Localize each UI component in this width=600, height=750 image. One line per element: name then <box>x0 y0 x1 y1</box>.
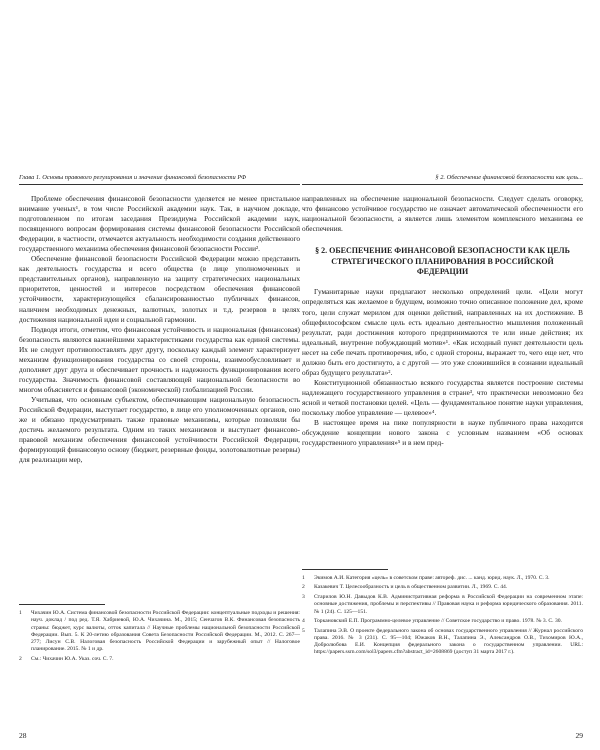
right-footnote-2 <box>302 584 583 591</box>
section-title: § 2. ОБЕСПЕЧЕНИЕ ФИНАНСОВОЙ БЕЗОПАСНОСТИ КАК ЦЕЛЬ СТРАТЕГИЧЕСКОГО ПЛАНИРОВАНИЯ В РОССИЙСКОЙ ФЕДЕРАЦИИ <box>315 246 570 276</box>
left-footnote-2 <box>19 656 300 663</box>
footnote-text: Торкановский Е.П. Программно-целевое управление // Советское государство и право. 1978. № 3. С. 30. <box>314 618 562 625</box>
footnote-text: Старилов Ю.Н. Давыдов К.В. Административная реформа в Российской Федерации на современном этапе: основные достижения, проблемы и перспективы // Правовая наука и реформа юридического образования. 2011. № 1 (24). С. 125—151. <box>314 593 583 615</box>
right-footnote-5 <box>302 628 583 657</box>
footnote-number: 1 <box>19 610 22 616</box>
left-paragraph-2: Обеспечение финансовой безопасности Российской Федерации можно представить как деятельность государства и всего общества (в лице уполномоченных и представительных органов), направленную на защиту стратегических национальных приоритетов, ценностей и интересов посредством обеспечения финансовой устойчивости, характеризующейся сбалансированностью публичных финансов, наличием необходимых денежных, валютных, золотых и т.д. резервов в целях достижения национальной идеи и социальной гармонии. <box>19 254 300 324</box>
right-footnote-rule <box>302 569 388 570</box>
right-paragraph-continued: направленных на обеспечение национальной безопасности. Следует сделать оговорку, что финансово устойчивое государство не означает автоматической обеспеченности его национальной безопасности, а является лишь элементом комплексного механизма ее обеспечения. <box>302 194 583 234</box>
footnote-number: 4 <box>302 618 305 625</box>
footnote-text: Чихачин Ю.А. Система финансовой безопасности Российской Федерации: концептуальные подходы и решения: науч. доклад / под ред. Т.Я. Хабриевой, Ю.А. Чихачина. М., 2015; Сенчагов В.К. Финансовая безопасность страны: бюджет, курс валюты, отток капитала // Научные проблемы национальной безопасности Российской Федерации. Вып. 5. К 20-летию образования Совета Безопасности Российской Федерации. М., 2012. С. 267—277; Лисун С.В. Налоговая безопасность Российской Федерации и зарубежный опыт // Налоговое планирование. 2015. № 1 и др. <box>31 610 300 653</box>
left-paragraph-3: Подводя итоги, отметим, что финансовая устойчивость и национальная (финансовая) безопасность являются важнейшими характеристиками государства как единой системы. Их не следует противопоставлять друг другу, поскольку каждый элемент характеризует механизм функционирования государства со своей стороны, взаимообусловливает и дополняет друг друга и обеспечивает прочность и надежность функционирования всего государства. Значимость финансовой составляющей национальной безопасности во многом объясняется и финансовой (экономической) глобализацией России. <box>19 324 300 394</box>
footnote-text: Экимов А.И. Категория «цель» в советском праве: автореф. дис. ... канд. юрид. наук. Л., 1970. С. 3. <box>314 575 550 581</box>
right-body-text <box>302 194 583 448</box>
right-paragraph-3: В настоящее время на пике популярности в науке публичного права находится обсуждение концепции нового закона с условным названием «Об основах государственного управления»⁵ и в нем пред- <box>302 418 583 448</box>
left-footnote-rule <box>19 604 105 605</box>
left-page-number: 28 <box>19 731 27 740</box>
left-body-text <box>19 194 300 465</box>
footnote-number: 2 <box>302 584 305 591</box>
right-footnote-1 <box>302 575 583 582</box>
right-paragraph-1: Гуманитарные науки предлагают несколько определений цели. «Цели могут определяться как желаемое в будущем, возможно точно описанное положение дел, кроме того, цели служат мерилом для оценки действий, направленных на их достижение. В общефилософском смысле цель есть идеально деятельностно мышления положенный результат, ради достижения которого предпринимаются те или иные действия; их идеальный, внутренне побуждающий мотив»¹. «Как исходный пункт деятельности цель несет на себе печать противоречия, ибо, с одной стороны, выражает то, чего еще нет, что должно быть его достигнуто, а с другой — это уже сложившийся в сознании идеальный образ будущего результата»². <box>302 287 583 377</box>
footnote-text: Казакевич Т. Целесообразность и цель в общественном развитии. Л., 1969. С. 44. <box>314 584 508 591</box>
footnote-text: См.: Чихачин Ю.А. Указ. соч. С. 7. <box>31 655 114 662</box>
footnote-number: 1 <box>302 575 305 581</box>
left-running-head: Глава 1. Основы правового регулирования и значение финансовой безопасности РФ <box>19 174 300 185</box>
left-paragraph-1: Проблеме обеспечения финансовой безопасности уделяется не менее пристальное внимание ученых¹, в том числе Российской академии наук. Так, в научном докладе, подготовленном по итогам заседания Президиума Российской академии наук, посвященного вопросам формирования системы финансовой безопасности Российской Федерации, в частности, отмечается актуальность необходимости создания действенного государственного механизма обеспечения финансовой безопасности России². <box>19 194 300 254</box>
right-paragraph-2: Конституционной обязанностью всякого государства является построение системы надлежащего государственного управления в стране³, что практически невозможно без ясной и четкой постановки целей. «Цель — фундаментальное понятие науки управления, поскольку любое управление — целевое»⁴. <box>302 377 583 417</box>
left-footnote-1 <box>19 610 300 654</box>
left-page <box>19 174 300 744</box>
footnote-number: 2 <box>19 655 22 662</box>
left-paragraph-4: Учитывая, что основным субъектом, обеспечивающим национальную безопасность Российской Федерации, выступает государство, в лице его уполномоченных органов, оно же и обязано предусматривать также правовые механизмы, которые позволяли бы достичь желаемого результата. Одним из таких механизмов и выступает финансово-правовой механизм обеспечения финансовой устойчивости Российской Федерации, формирующий финансовую основу (бюджет, резервные фонды, золотовалютные резервы) для реализации мер, <box>19 394 300 465</box>
footnote-number: 5 <box>302 627 305 634</box>
right-footnote-4 <box>302 618 583 625</box>
right-running-head: § 2. Обеспечение финансовой безопасности как цель... <box>302 174 583 185</box>
right-page <box>302 174 583 744</box>
right-footnotes <box>302 569 583 659</box>
footnote-number: 3 <box>302 593 305 600</box>
left-footnotes <box>19 604 300 665</box>
footnote-text: Талапина Э.В. О проекте федерального закона об основах государственного управления // Журнал российского права. 2016. № 3 (231). С. 95—104; Южаков В.Н., Талапина Э., Александров О.В., Тихомиров Ю.А., Добролюбова Е.И. Концепция федерального закона о государственном управлении. URL: https://papers.ssrn.com/sol3/papers.cfm?abstract_id=2608869 (доступ 31 марта 2017 г.). <box>314 627 583 656</box>
right-page-number: 29 <box>575 731 583 740</box>
right-footnote-3 <box>302 594 583 616</box>
